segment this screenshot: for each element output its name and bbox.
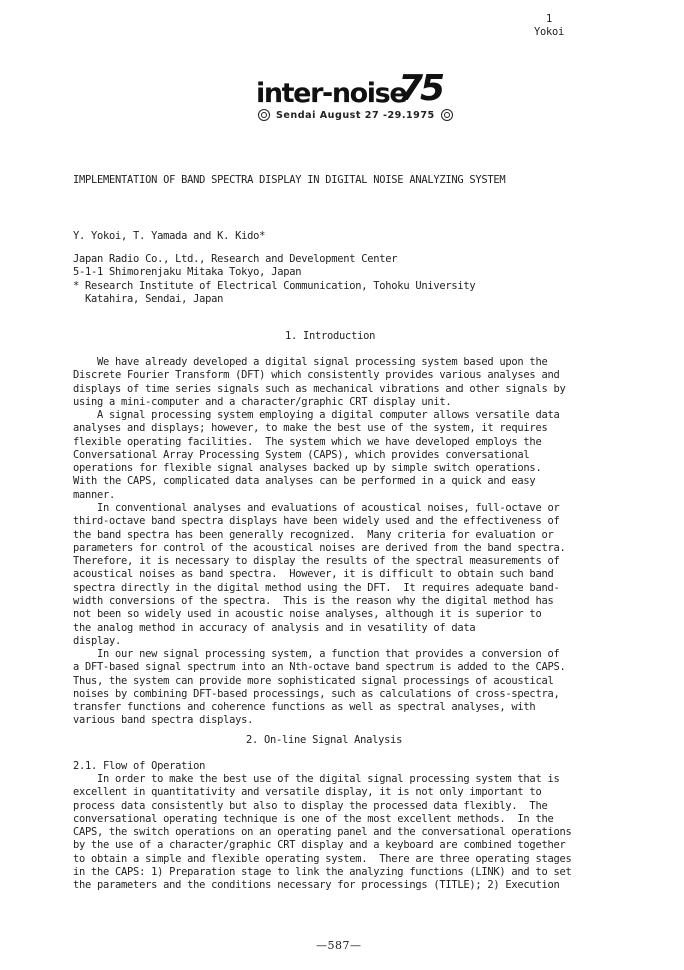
running-head-author: Yokoi — [533, 26, 564, 38]
paragraph: In our new signal processing system, a function that provides a conversion of a DFT-based signal spectrum into an Nth-octave band spectrum is added to the CAPS. Thus, the system can provide more sophisticated signal processings of acoustical noises by combining DFT-based processings, such as calculations of cross-spectra, transfer functions and coherence functions as well as spectral analyses, with various band spectra displays. — [73, 648, 566, 727]
running-header — [534, 13, 564, 39]
subsection-heading-flow-of-operation: 2.1. Flow of Operation — [73, 760, 206, 772]
paper-authors: Y. Yokoi, T. Yamada and K. Kido* — [73, 230, 266, 242]
paper-title: IMPLEMENTATION OF BAND SPECTRA DISPLAY IN DIGITAL NOISE ANALYZING SYSTEM — [73, 174, 506, 186]
affiliations — [73, 253, 475, 306]
paragraph: We have already developed a digital signal processing system based upon the Discrete Fourier Transform (DFT) which consistently provides various analyses and displays of time series signals such as mechanical vibrations and other signals by using a mini-computer and a character/graphic CRT display unit. — [73, 356, 566, 408]
logo-year: 75 — [398, 68, 443, 109]
paragraph: In order to make the best use of the digital signal processing system that is excellent in quantitativity and versatile display, it is not only important to process data consistently but also to display the processed data flexibly. The conversational operating technique is one of the most excellent methods. In the CAPS, the switch operations on an operating panel and the conversational operations by the use of a character/graphic CRT display and a keyboard are combined together to obtain a simple and flexible operating system. There are three operating stages in the CAPS: 1) Preparation stage to link the analyzing functions (LINK) and to set the parameters and the conditions necessary for processings (TITLE); 2) Execution — [73, 773, 572, 892]
page-marker: 1 — [545, 13, 552, 25]
section-heading-online-signal-analysis: 2. On-line Signal Analysis — [246, 734, 403, 746]
paragraph: In conventional analyses and evaluations of acoustical noises, full-octave or third-octave band spectra displays have been widely used and the effectiveness of the band spectra has been generally recognized. Many criteria for evaluation or parameters for control of the acoustical noises are derived from the band spectra. Therefore, it is necessary to display the results of the spectral measurements of acoustical noises as band spectra. However, it is difficult to obtain such band spectra directly in the digital method using the DFT. It requires adequate band- width conversions of the spectra. This is the reason why the digital method has not been so widely used in acoustic noise analyses, although it is superior to the analog method in accuracy of analysis and in vesatility of data display. — [73, 502, 566, 647]
affiliation-line: * Research Institute of Electrical Communication, Tohoku University — [73, 279, 476, 292]
section-heading-introduction: 1. Introduction — [285, 330, 376, 342]
affiliation-line: Japan Radio Co., Ltd., Research and Development Center — [73, 253, 398, 265]
paragraph: A signal processing system employing a digital computer allows versatile data analyses and displays; however, to make the best use of the system, it requires flexible operating facilities. The system which we have developed employs the Conversational Array Processing System (CAPS), which provides conversational operations for flexible signal analyses backed up by simple switch operations. With the CAPS, complicated data analyses can be performed in a quick and easy manner. — [73, 409, 560, 501]
conference-seal-icon — [441, 109, 453, 121]
affiliation-line: 5-1-1 Shimorenjaku Mitaka Tokyo, Japan — [73, 266, 302, 279]
conference-venue: Sendai August 27 -29.1975 — [276, 109, 435, 121]
conference-logo — [252, 68, 443, 109]
page-number: —587— — [316, 939, 362, 952]
conference-venue-line — [258, 109, 453, 121]
conference-seal-icon — [258, 109, 270, 121]
logo-text: inter-noise — [256, 78, 407, 109]
affiliation-line: Katahira, Sendai, Japan — [73, 292, 224, 305]
